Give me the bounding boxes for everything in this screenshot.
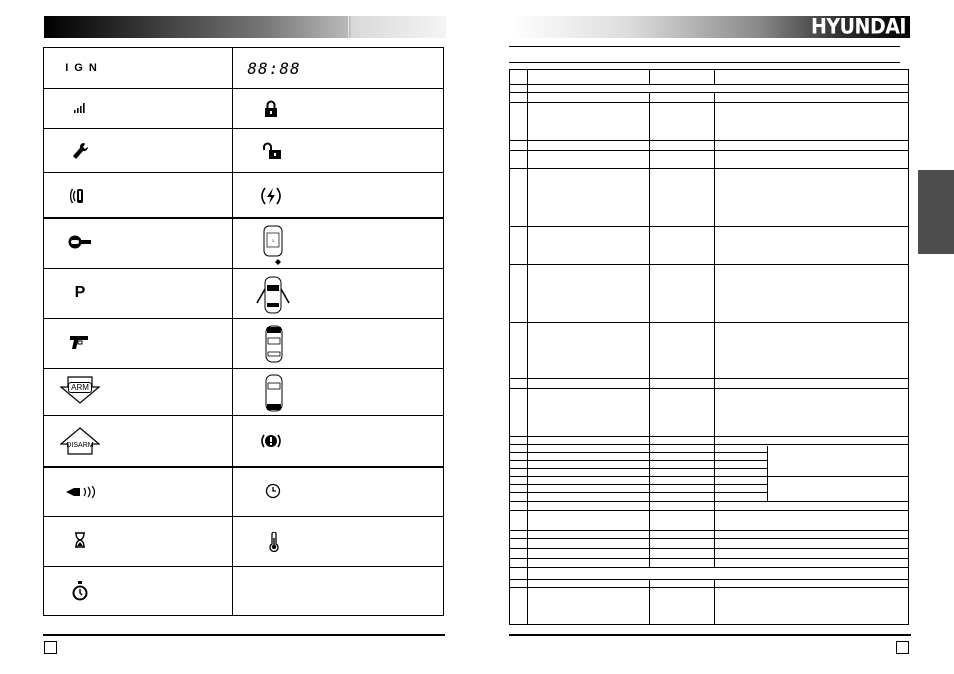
hourglass-icon [68,528,92,552]
wrench-icon [68,138,92,164]
key-icon [66,230,94,254]
icon-legend-table [43,47,444,616]
car-doors-open-icon [250,272,296,318]
right-page-number-box [896,641,909,654]
specification-table [509,69,909,625]
right-page-header-bar [510,16,910,38]
title-rule-top [509,46,900,47]
stopwatch-icon [68,578,92,604]
disarm-label: DISARM [66,441,94,449]
car-trunk-open-icon [254,370,294,416]
section-side-tab [918,170,954,254]
car-remote-icon [258,222,288,268]
remote-start-icon [62,480,102,504]
left-page-header-bar [44,16,446,38]
title-rule-bottom [509,62,900,63]
siren-icon [68,183,92,209]
clock-icon [262,478,284,504]
parking-icon [68,280,92,306]
left-page-number-box [44,641,57,654]
right-footer-line [509,634,911,636]
arm-label: ARM [68,382,92,393]
parking-label: P [74,284,86,301]
thermometer-icon [264,528,284,556]
lock-closed-icon [260,96,282,122]
clock-digits-label: 88:88 [247,58,301,78]
car-hood-open-icon [254,321,294,367]
shock-sensor-icon [258,183,284,209]
ign-icon [64,56,104,80]
clock-digits-icon [249,56,299,80]
left-footer-line [43,634,445,636]
arm-arrow-icon [58,372,102,408]
ign-label: IGN [65,62,103,74]
signal-bars-icon [70,96,90,120]
hyundai-logo: HYUNDAI [810,14,906,40]
pistol-icon [66,330,92,354]
brake-warning-icon [258,428,284,454]
lock-open-icon [260,138,286,164]
disarm-arrow-icon [58,423,102,459]
svg-text:1: 1 [271,238,275,243]
